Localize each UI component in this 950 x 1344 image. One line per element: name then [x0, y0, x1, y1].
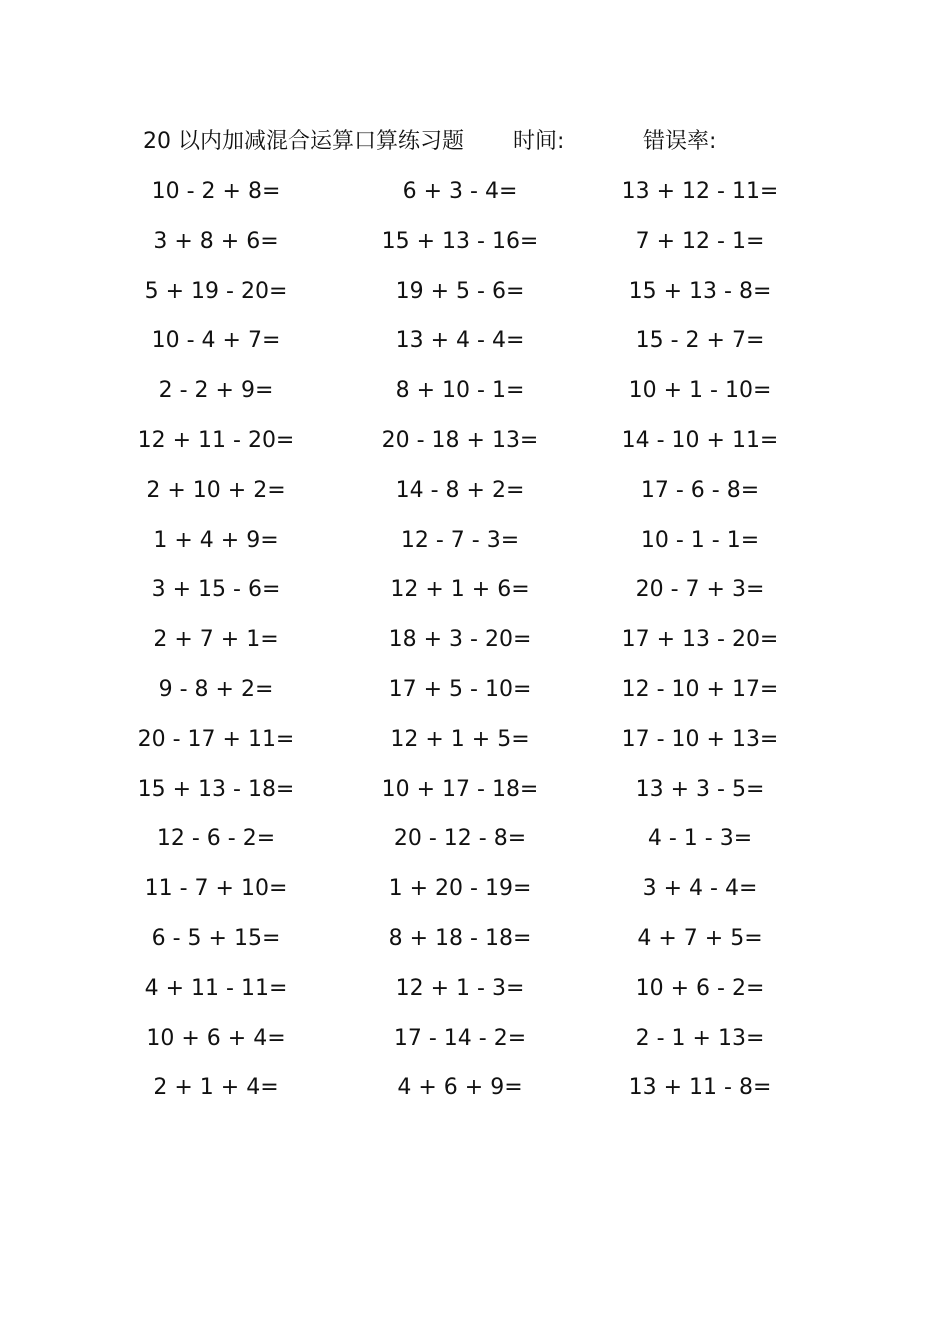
problem-item: 12 + 1 + 6=: [390, 577, 530, 603]
problem-row: [0, 523, 950, 573]
problem-item: 15 + 13 - 16=: [381, 228, 539, 254]
problem-item: 17 + 13 - 20=: [621, 627, 779, 653]
problem-item: 11 - 7 + 10=: [144, 876, 288, 902]
problem-item: 13 + 4 - 4=: [395, 328, 525, 354]
problem-item: 18 + 3 - 20=: [388, 627, 532, 653]
problem-row: [0, 971, 950, 1021]
problem-item: 4 - 1 - 3=: [647, 826, 753, 852]
problem-row: [0, 224, 950, 274]
problem-item: 12 + 1 + 5=: [390, 726, 530, 752]
problem-item: 15 + 13 - 8=: [628, 278, 772, 304]
problem-item: 3 + 15 - 6=: [151, 577, 281, 603]
problem-row: [0, 672, 950, 722]
problem-item: 9 - 8 + 2=: [158, 676, 274, 702]
problem-item: 4 + 7 + 5=: [637, 925, 763, 951]
problem-item: 20 - 7 + 3=: [635, 577, 765, 603]
problem-item: 17 - 14 - 2=: [393, 1025, 527, 1051]
problem-grid: [0, 174, 950, 1120]
problem-item: 12 - 6 - 2=: [156, 826, 276, 852]
problem-row: [0, 274, 950, 324]
problem-item: 10 + 6 - 2=: [635, 975, 765, 1001]
problem-row: [0, 722, 950, 772]
problem-item: 15 + 13 - 18=: [137, 776, 295, 802]
problem-item: 14 - 8 + 2=: [395, 477, 525, 503]
problem-item: 5 + 19 - 20=: [144, 278, 288, 304]
error-rate-label: 错误率:: [643, 129, 717, 154]
problem-row: [0, 772, 950, 822]
problem-item: 10 + 6 + 4=: [146, 1025, 286, 1051]
problem-item: 8 + 18 - 18=: [388, 925, 532, 951]
problem-row: [0, 622, 950, 672]
problem-item: 12 - 7 - 3=: [400, 527, 520, 553]
problem-item: 2 + 10 + 2=: [146, 477, 286, 503]
problem-row: [0, 871, 950, 921]
problem-item: 1 + 20 - 19=: [388, 876, 532, 902]
problem-item: 4 + 6 + 9=: [397, 1075, 523, 1101]
problem-item: 2 + 1 + 4=: [153, 1075, 279, 1101]
problem-item: 12 + 11 - 20=: [137, 427, 295, 453]
problem-item: 20 - 12 - 8=: [393, 826, 527, 852]
problem-item: 10 - 1 - 1=: [640, 527, 760, 553]
problem-item: 10 - 4 + 7=: [151, 328, 281, 354]
problem-item: 13 + 11 - 8=: [628, 1075, 772, 1101]
problem-item: 12 - 10 + 17=: [621, 676, 779, 702]
time-label: 时间:: [513, 129, 565, 154]
problem-item: 3 + 8 + 6=: [153, 228, 279, 254]
problem-row: [0, 1021, 950, 1071]
page-title: 20 以内加减混合运算口算练习题: [143, 129, 464, 154]
problem-item: 2 - 1 + 13=: [635, 1025, 765, 1051]
problem-row: [0, 373, 950, 423]
problem-row: [0, 323, 950, 373]
problem-item: 12 + 1 - 3=: [395, 975, 525, 1001]
problem-item: 20 - 17 + 11=: [137, 726, 295, 752]
problem-item: 2 - 2 + 9=: [158, 378, 274, 404]
problem-item: 8 + 10 - 1=: [395, 378, 525, 404]
problem-item: 17 - 6 - 8=: [640, 477, 760, 503]
problem-row: [0, 921, 950, 971]
problem-item: 19 + 5 - 6=: [395, 278, 525, 304]
problem-row: [0, 473, 950, 523]
problem-item: 17 - 10 + 13=: [621, 726, 779, 752]
problem-item: 7 + 12 - 1=: [635, 228, 765, 254]
problem-item: 10 + 17 - 18=: [381, 776, 539, 802]
problem-item: 17 + 5 - 10=: [388, 676, 532, 702]
problem-item: 6 - 5 + 15=: [151, 925, 281, 951]
problem-item: 15 - 2 + 7=: [635, 328, 765, 354]
problem-row: [0, 1070, 950, 1120]
problem-item: 20 - 18 + 13=: [381, 427, 539, 453]
problem-item: 10 - 2 + 8=: [151, 179, 281, 204]
problem-item: 2 + 7 + 1=: [153, 627, 279, 653]
problem-item: 13 + 12 - 11=: [621, 179, 779, 204]
problem-row: [0, 423, 950, 473]
problem-item: 10 + 1 - 10=: [628, 378, 772, 404]
problem-item: 14 - 10 + 11=: [621, 427, 779, 453]
problem-item: 4 + 11 - 11=: [144, 975, 288, 1001]
problem-row: [0, 174, 950, 224]
problem-item: 6 + 3 - 4=: [402, 179, 518, 204]
problem-row: [0, 821, 950, 871]
problem-item: 3 + 4 - 4=: [642, 876, 758, 902]
problem-item: 1 + 4 + 9=: [153, 527, 279, 553]
problem-row: [0, 572, 950, 622]
problem-item: 13 + 3 - 5=: [635, 776, 765, 802]
